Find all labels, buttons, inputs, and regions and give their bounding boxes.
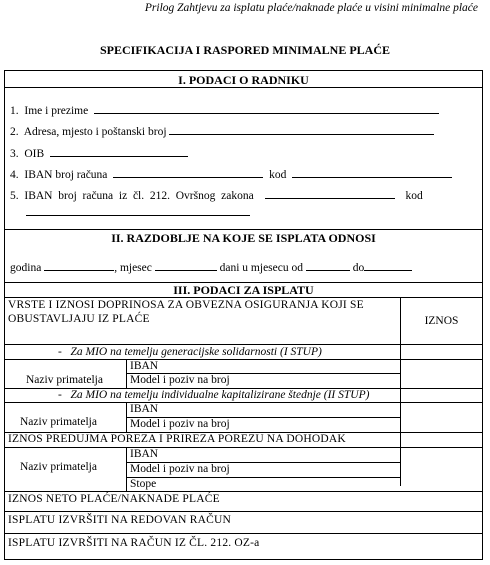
field-name[interactable]: 1. Ime i prezime	[10, 102, 439, 117]
regular-account-row[interactable]: ISPLATU IZVRŠITI NA REDOVAN RAČUN	[8, 514, 231, 526]
divider	[4, 344, 483, 345]
pillar1-model[interactable]: Model i poziv na broj	[130, 374, 230, 386]
tax-recipient: Naziv primatelja	[20, 461, 97, 473]
divider	[4, 447, 483, 448]
field-iban-212[interactable]: 5. IBAN broj računa iz čl. 212. Ovršnog zakona kod	[10, 187, 423, 202]
divider	[4, 359, 483, 360]
divider	[4, 511, 483, 512]
page-title: SPECIFIKACIJA I RASPORED MINIMALNE PLAĆE	[99, 43, 391, 57]
section1-title: I. PODACI O RADNIKU	[178, 73, 309, 87]
divider	[4, 402, 483, 403]
amount-column-line	[400, 297, 401, 486]
pillar2-iban[interactable]: IBAN	[130, 403, 159, 415]
tax-rates[interactable]: Stope	[130, 478, 157, 490]
divider	[126, 477, 400, 478]
divider	[4, 533, 483, 534]
section2-title: II. RAZDOBLJE NA KOJE SE ISPLATA ODNOSI	[111, 231, 376, 245]
recipient-column-line	[126, 447, 127, 491]
pillar2-recipient: Naziv primatelja	[20, 416, 97, 428]
pillar1-label: - Za MIO na temelju generacijske solidarnosti (I STUP)	[58, 346, 322, 358]
contrib-header-line1: VRSTE I IZNOSI DOPRINOSA ZA OBVEZNA OSIGURANJA KOJI SE	[8, 299, 364, 311]
field-address[interactable]: 2. Adresa, mjesto i poštanski broj	[10, 123, 434, 138]
contrib-header-line2: OBUSTAVLJAJU IZ PLAĆE	[8, 313, 150, 325]
divider	[4, 87, 483, 88]
field-iban-212-continued[interactable]	[26, 204, 250, 219]
divider	[4, 297, 483, 298]
divider	[4, 229, 483, 230]
tax-model[interactable]: Model i poziv na broj	[130, 463, 230, 475]
article-212-account-row[interactable]: ISPLATU IZVRŠITI NA RAČUN IZ ČL. 212. OZ-a	[8, 537, 260, 549]
amount-header: IZNOS	[424, 315, 459, 327]
net-row-label: IZNOS NETO PLAĆE/NAKNADE PLAĆE	[8, 493, 220, 505]
tax-row-label: IZNOS PREDUJMA POREZA I PRIREZA POREZU NA DOHODAK	[8, 433, 346, 445]
period-fields[interactable]: godina , mjesec dani u mjesecu od do	[10, 259, 412, 274]
field-oib[interactable]: 3. OIB	[10, 145, 188, 160]
pillar2-model[interactable]: Model i poziv na broj	[130, 418, 230, 430]
pillar1-recipient: Naziv primatelja	[26, 374, 103, 386]
pillar1-iban[interactable]: IBAN	[130, 360, 159, 372]
field-iban[interactable]: 4. IBAN broj računa kod	[10, 166, 452, 181]
attachment-note: Prilog Zahtjevu za isplatu plaće/naknade plaće u visini minimalne plaće	[144, 2, 478, 14]
pillar2-label: - Za MIO na temelju individualne kapitalizirane štednje (II STUP)	[58, 389, 370, 401]
divider	[4, 491, 483, 492]
section3-title: III. PODACI ZA ISPLATU	[173, 283, 314, 297]
tax-iban[interactable]: IBAN	[130, 448, 159, 460]
